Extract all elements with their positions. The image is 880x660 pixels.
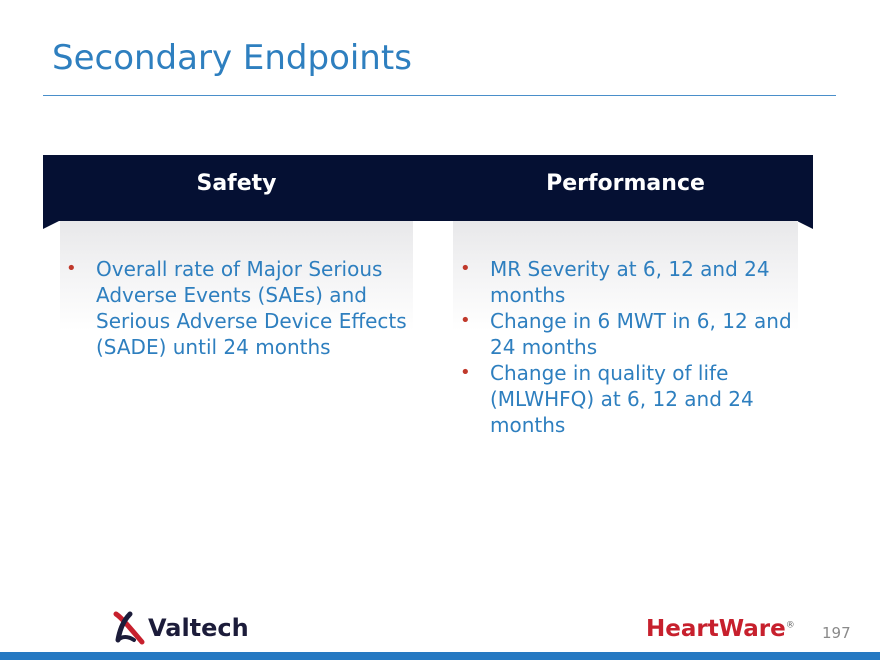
column-header-safety: Safety — [196, 171, 277, 196]
slide-title: Secondary Endpoints — [52, 38, 412, 78]
list-item — [460, 256, 800, 308]
bullet-icon: • — [460, 362, 471, 383]
heartware-logo-text: HeartWare — [646, 616, 786, 642]
list-item — [66, 256, 411, 360]
list-item — [460, 360, 800, 438]
column-header-performance: Performance — [546, 171, 705, 196]
bullet-icon: • — [66, 258, 77, 279]
valtech-logo-text: Valtech — [148, 614, 249, 642]
bullet-icon: • — [460, 258, 471, 279]
title-divider — [43, 95, 836, 96]
bullet-text: Overall rate of Major Serious Adverse Events (SAEs) and Serious Adverse Device Effects (SADE) until 24 months — [96, 257, 407, 359]
page-number: 197 — [822, 624, 851, 642]
list-item — [460, 308, 800, 360]
heartware-logo — [646, 616, 795, 642]
footer-bar — [0, 652, 880, 660]
valtech-mark-icon — [112, 610, 146, 646]
bullet-text: MR Severity at 6, 12 and 24 months — [490, 257, 770, 307]
header-band-fold-right — [797, 221, 813, 229]
bullet-text: Change in quality of life (MLWHFQ) at 6, 12 and 24 months — [490, 361, 754, 437]
bullet-text: Change in 6 MWT in 6, 12 and 24 months — [490, 309, 792, 359]
header-band-fold-left — [43, 221, 59, 229]
performance-bullet-list — [460, 256, 800, 438]
safety-bullet-list — [66, 256, 411, 360]
valtech-logo — [112, 610, 249, 646]
bullet-icon: • — [460, 310, 471, 331]
registered-mark: ® — [785, 620, 795, 631]
